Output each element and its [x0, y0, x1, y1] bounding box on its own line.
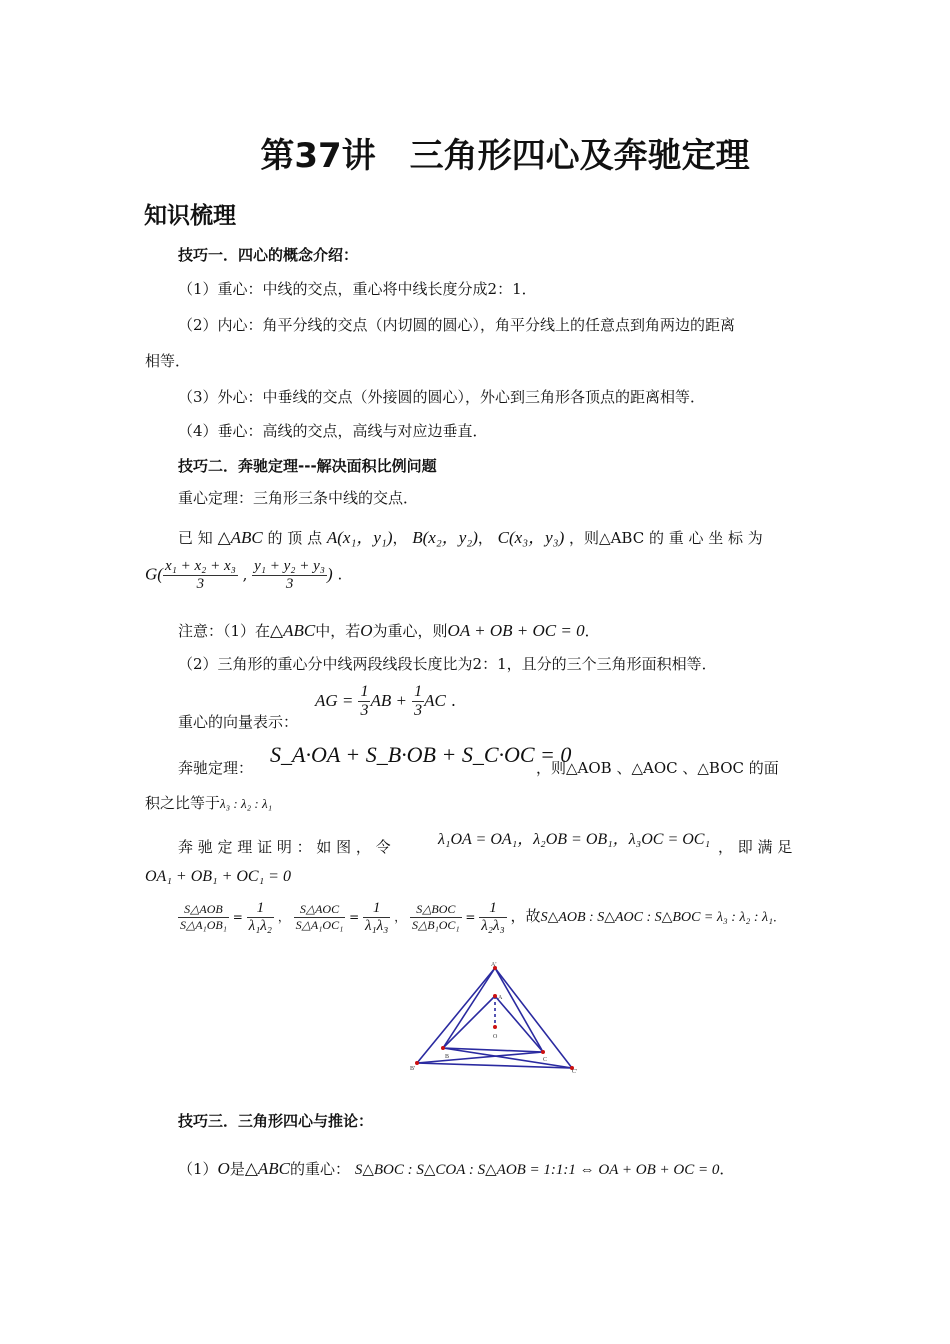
vector-equation: AG = $\frac{1}{3}$ AB + $\frac{1}{3}$ AC . — [315, 683, 456, 719]
tip1-item-2: （2）内心：角平分线的交点（内切圆的圆心），角平分线上的任意点到角两边的距离 — [178, 316, 736, 334]
page-title: 第37讲 三角形四心及奔驰定理 — [260, 136, 750, 176]
tip1-item-4: （4）垂心：高线的交点，高线与对应边垂直． — [178, 422, 488, 440]
ratio-1-right: $\frac{1}{\text{λ₁λ₂}}$ — [248, 900, 273, 934]
item1-mid: 是 — [229, 1160, 245, 1178]
label-b: B — [445, 1054, 450, 1060]
section-heading: 知识梳理 — [144, 203, 236, 229]
label-a: A — [498, 995, 503, 1001]
proof-sum: OA₁ + OB₁ + OC₁ = 0 — [145, 868, 291, 885]
note-line: 注意：（1）在△ABC中，若O为重心，则OA + OB + OC = 0． — [178, 621, 600, 640]
benz-suffix: ，则△AOB 、△AOC 、△BOC 的面 — [536, 759, 779, 777]
item1-prefix: （1） — [178, 1160, 218, 1178]
known-triangle: △ABC — [217, 528, 263, 547]
benz-label: 奔驰定理： — [178, 759, 254, 777]
note-prefix: 注意：（1）在 — [178, 622, 271, 640]
vector-eq-right: AC — [424, 691, 446, 710]
note-triangle: △ABC — [270, 621, 316, 640]
area-ratios: $\frac{\text{S△AOB}}{\text{S△A₁OB₁}}$ = $\frac{1}{\text{λ₁λ₂}}$ ， $\frac{\text{S△AOC}}{\text{S△A₁OC₁}}$ = $\frac{1}{\text{λ₁λ₃}}$ ， $\frac{\text{S△BOC}}{\text{S△B₁OC₁}}$ = $\frac{1}{\text{λ₂λ₃}}$ ，故S△AOB : S△AOC : S△BOC = λ₃ : λ₂ : λ₁． — [180, 900, 785, 934]
tip2-heading: 技巧二．奔驰定理---解决面积比例问题 — [178, 457, 437, 475]
tip1-item-3: （3）外心：中垂线的交点（外接圆的圆心），外心到三角形各顶点的距离相等． — [178, 388, 706, 406]
known-mid: 的 顶 点 — [267, 529, 323, 547]
benz-ratio-line — [145, 792, 272, 813]
item1-mid2: 的重心： — [290, 1160, 351, 1178]
tip3-heading: 技巧三．三角形四心与推论： — [178, 1112, 374, 1130]
tip1-item-2-cont: 相等． — [145, 352, 191, 370]
benz-figure — [405, 960, 595, 1075]
vector-frac-2: $\frac{1}{3}$ — [414, 683, 423, 719]
ratio-2-right: $\frac{1}{\text{λ₁λ₃}}$ — [364, 900, 389, 934]
known-line: 已 知 △ABC 的 顶 点 A(x₁，y₁)， B(x₂，y₂)， C(x₃，y₃) ，则△ABC 的 重 心 坐 标 为 — [178, 528, 763, 547]
item1-o: O — [217, 1159, 230, 1178]
note-mid2: 为重心，则 — [372, 622, 448, 640]
point-a: A(x₁，y₁) — [326, 528, 393, 547]
centroid-formula: G( $\frac{\text{x₁ + x₂ + x₃}}{3}$ , $\frac{\text{y₁ + y₂ + y₃}}{3}$ ) . — [145, 558, 343, 592]
label-a1: A' — [491, 962, 497, 968]
g-frac-x: $\frac{\text{x₁ + x₂ + x₃}}{3}$ — [164, 558, 236, 592]
vector-frac-1: $\frac{1}{3}$ — [360, 683, 369, 719]
note-o: O — [360, 621, 373, 640]
centroid-definition: 重心定理：三角形三条中线的交点． — [178, 489, 419, 507]
ratio-3-right: $\frac{1}{\text{λ₂λ₃}}$ — [481, 900, 505, 934]
tip3-item-1: （1）O是△ABC的重心： S△BOC : S△COA : S△AOB = 1:1:1 ⇔ OA + OB + OC = 0． — [178, 1159, 735, 1178]
ratio-1-left: $\frac{\text{S△AOB}}{\text{S△A₁OB₁}}$ — [180, 902, 227, 932]
item1-triangle: △ABC — [244, 1159, 291, 1178]
ratio-2-left: $\frac{\text{S△AOC}}{\text{S△A₁OC₁}}$ — [295, 902, 344, 932]
label-c1: C' — [572, 1069, 578, 1075]
tip1-heading: 技巧一．四心的概念介绍： — [178, 246, 359, 264]
note-equation: OA + OB + OC = 0 — [447, 621, 585, 640]
outer-triangle — [417, 968, 572, 1068]
g-suffix: ) — [327, 564, 333, 584]
label-b1: B' — [410, 1066, 416, 1072]
known-suffix: ，则△ABC 的 重 心 坐 标 为 — [569, 529, 763, 547]
vector-label: 重心的向量表示： — [178, 713, 299, 731]
proof-equation: λ₁OA = OA₁，λ₂OB = OB₁，λ₃OC = OC₁ — [438, 831, 711, 848]
note-mid: 中，若 — [315, 622, 361, 640]
proof-suffix: ， 即 满 足 — [718, 838, 793, 856]
g-frac-y: $\frac{\text{y₁ + y₂ + y₃}}{3}$ — [254, 558, 326, 592]
benz-equation: S_A·OA + S_B·OB + S_C·OC = 0 — [270, 742, 572, 767]
proof-label: 奔 驰 定 理 证 明 ： 如 图 ， 令 — [178, 838, 391, 856]
vector-eq-left: AG = — [315, 691, 354, 710]
conclusion-prefix: ，故 — [510, 907, 541, 925]
known-prefix: 已 知 — [178, 529, 213, 547]
benz-ratio: λ₃ : λ₂ : λ₁ — [220, 796, 273, 811]
ratio-3-left: $\frac{\text{S△BOC}}{\text{S△B₁OC₁}}$ — [412, 902, 460, 932]
note-2: （2）三角形的重心分中线两段线段长度比为2：1，且分的三个三角形面积相等． — [178, 655, 717, 673]
label-o: O — [493, 1034, 498, 1040]
tip1-item-1: （1）重心：中线的交点，重心将中线长度分成2：1． — [178, 280, 537, 298]
point-c: C(x₃，y₃) — [497, 528, 565, 547]
label-c: C — [543, 1057, 548, 1063]
item1-equation: S△BOC : S△COA : S△AOB = 1:1:1 ⇔ OA + OB + OC = 0 — [354, 1162, 720, 1178]
g-prefix: G( — [145, 564, 163, 584]
benz-ratio-prefix: 积之比等于 — [145, 794, 221, 812]
point-b: B(x₂，y₂) — [412, 528, 478, 547]
conclusion: S△AOB : S△AOC : S△BOC = λ₃ : λ₂ : λ₁ — [540, 910, 773, 925]
vector-eq-mid: AB + — [370, 691, 407, 710]
